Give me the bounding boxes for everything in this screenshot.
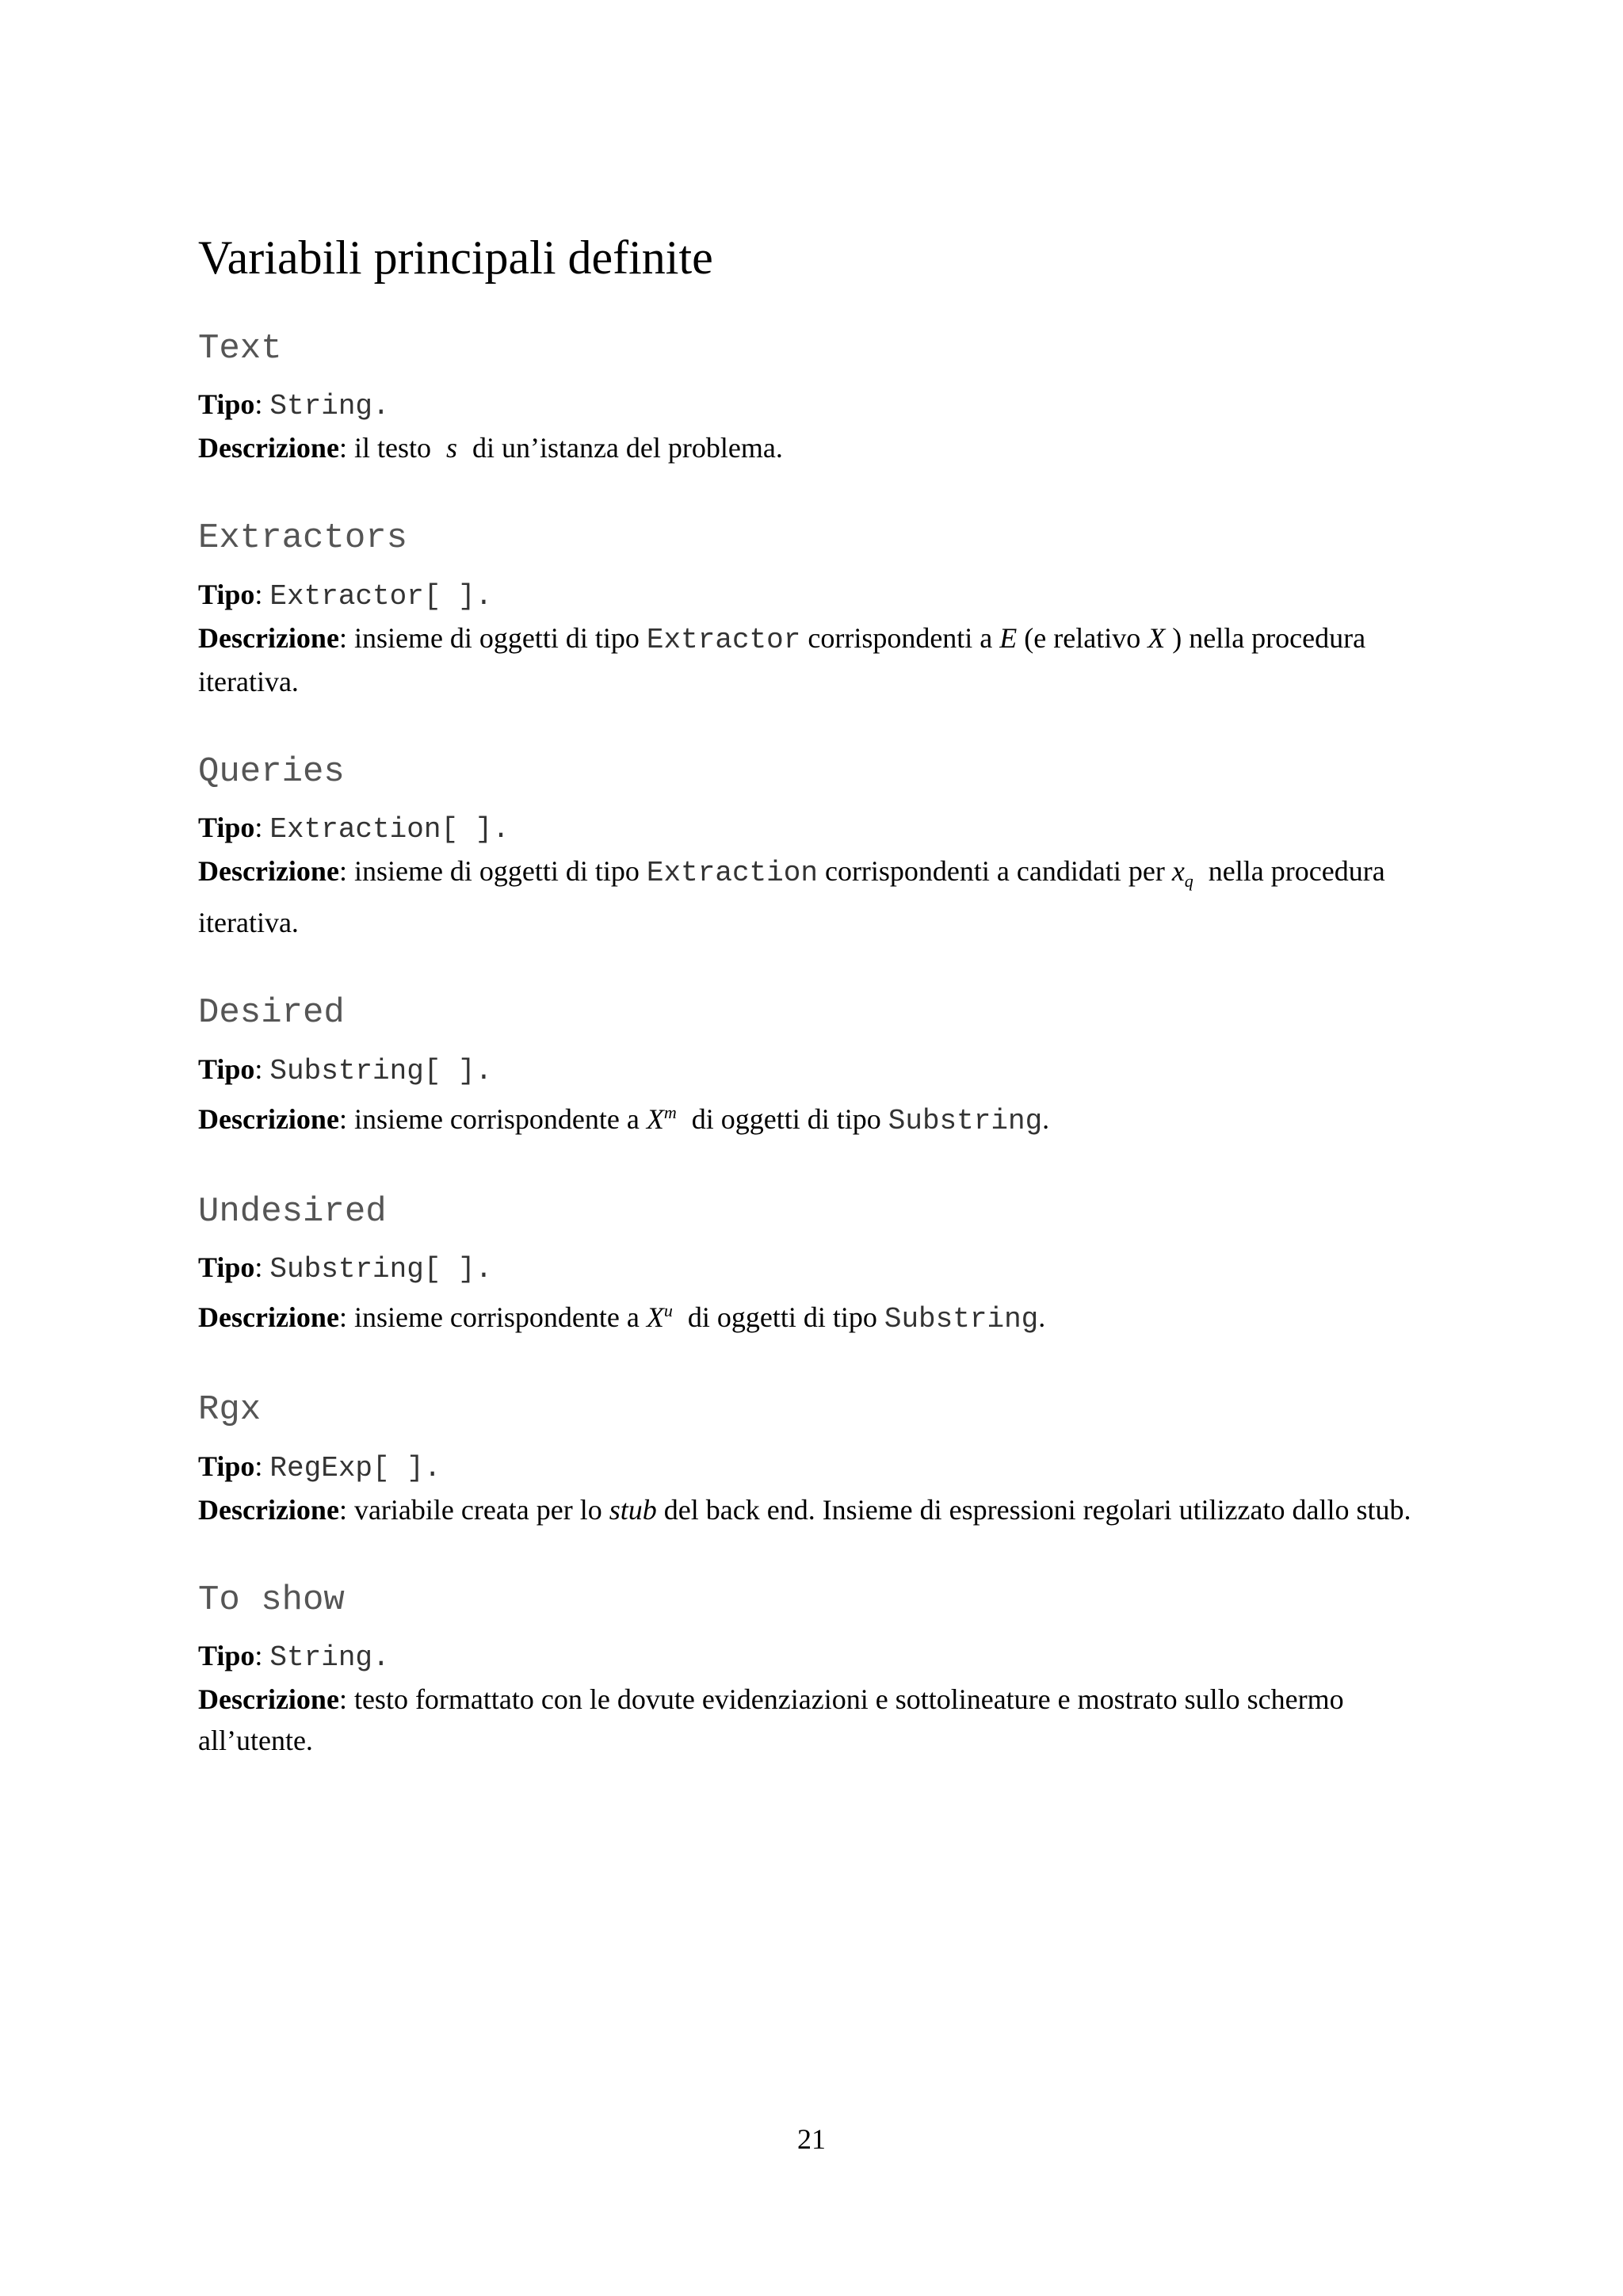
descrizione-label: Descrizione — [198, 621, 339, 654]
section-desired — [198, 994, 1434, 1141]
variable-name: Desired — [198, 993, 345, 1033]
variable-name: Rgx — [198, 1390, 262, 1431]
tipo-label: Tipo — [198, 812, 255, 844]
description-line: Descrizione: insieme corrispondente a $X^m$ di oggetti di tipo Substring. — [198, 1102, 1050, 1137]
section-undesired — [198, 1193, 1434, 1340]
description-line: Descrizione: testo formattato con le dovute evidenziazioni e sottolineature e mostrato sullo schermo all’utente. — [198, 1683, 1344, 1756]
document-page — [198, 231, 1434, 1812]
tipo-label: Tipo — [198, 1639, 255, 1671]
variable-name: Text — [198, 329, 282, 369]
section-to-show — [198, 1581, 1434, 1761]
tipo-label: Tipo — [198, 578, 255, 610]
type-value: String — [269, 390, 373, 423]
type-line: Tipo: Extraction[ ]. — [198, 812, 510, 846]
variable-name: Extractors — [198, 518, 408, 559]
type-value: Extraction[ ] — [269, 813, 493, 846]
math-x: X — [1148, 621, 1166, 654]
descrizione-label: Descrizione — [198, 1493, 339, 1526]
section-rgx — [198, 1391, 1434, 1530]
description-line: Descrizione: insieme corrispondente a $X^u$ di oggetti di tipo Substring. — [198, 1301, 1046, 1336]
math-x-m: $X^m$ — [646, 1102, 677, 1135]
tipo-label: Tipo — [198, 388, 255, 421]
type-line: Tipo: Substring[ ]. — [198, 1251, 493, 1286]
type-line: Tipo: Substring[ ]. — [198, 1052, 493, 1087]
variable-name: Queries — [198, 751, 345, 792]
descrizione-label: Descrizione — [198, 855, 339, 888]
page-number: 21 — [797, 2123, 826, 2155]
code-term: Substring — [888, 1104, 1043, 1137]
description-line: Descrizione: insieme di oggetti di tipo Extractor corrispondenti a E (e relativo X ) nella procedura iterativa. — [198, 621, 1366, 697]
code-term: Extraction — [646, 857, 818, 890]
code-term: Substring — [884, 1303, 1039, 1336]
tipo-label: Tipo — [198, 1052, 255, 1085]
tipo-label: Tipo — [198, 1251, 255, 1284]
type-value: Extractor[ ] — [269, 579, 475, 613]
descrizione-label: Descrizione — [198, 1683, 339, 1715]
type-value: String — [269, 1641, 373, 1674]
math-e: E — [999, 621, 1018, 654]
type-value: Substring[ ] — [269, 1054, 475, 1087]
math-x-q: $x_q$ — [1171, 855, 1193, 892]
tipo-label: Tipo — [198, 1450, 255, 1482]
type-line: Tipo: Extractor[ ]. — [198, 578, 493, 613]
math-s: s — [445, 432, 457, 464]
descrizione-label: Descrizione — [198, 1301, 339, 1334]
code-term: Extractor — [646, 623, 801, 656]
description-line: Descrizione: variabile creata per lo stub del back end. Insieme di espressioni regolari utilizzato dallo stub. — [198, 1493, 1411, 1526]
descrizione-label: Descrizione — [198, 432, 339, 464]
math-x-u: $X^u$ — [646, 1301, 673, 1334]
description-line: Descrizione: insieme di oggetti di tipo Extraction corrispondenti a candidati per $x_q$ nella procedura iterativa. — [198, 855, 1385, 939]
section-text — [198, 330, 1434, 468]
variable-name: To show — [198, 1580, 345, 1620]
type-line: Tipo: String. — [198, 388, 390, 423]
descrizione-label: Descrizione — [198, 1102, 339, 1135]
type-value: RegExp[ ] — [269, 1451, 424, 1484]
type-line: Tipo: String. — [198, 1639, 390, 1674]
section-extractors — [198, 519, 1434, 701]
section-queries — [198, 753, 1434, 944]
page-title: Variabili principali definite — [198, 231, 713, 284]
description-line: Descrizione: il testo s di un’istanza del problema. — [198, 432, 783, 464]
variable-name: Undesired — [198, 1191, 387, 1232]
type-value: Substring[ ] — [269, 1253, 475, 1286]
type-line: Tipo: RegExp[ ]. — [198, 1450, 441, 1484]
emphasis-stub: stub — [609, 1493, 657, 1526]
